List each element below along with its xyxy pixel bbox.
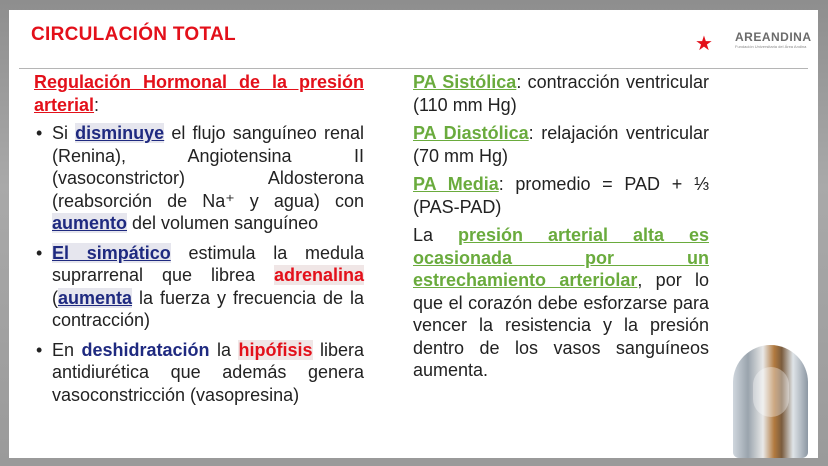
heading-text: Regulación Hormonal de la presión arterial (34, 72, 364, 115)
keyword: El simpático (52, 242, 171, 263)
text: la (209, 339, 239, 360)
presion-alta (413, 224, 709, 382)
bullet-renina (34, 122, 364, 235)
heading-colon: : (94, 94, 100, 115)
text: Si (52, 123, 76, 143)
text: ( (52, 287, 58, 308)
left-column (34, 71, 364, 413)
keyword: adrenalina (273, 265, 364, 285)
text: la fuerza y frecuencia de la contracción) (52, 287, 364, 330)
text: libera antidiurética que además genera vasoconstricción (vasopresina) (52, 339, 364, 405)
pa-media (413, 173, 709, 218)
slide (9, 10, 818, 458)
right-column (413, 71, 709, 388)
text: : contracción ventricular (110 mm Hg) (413, 72, 709, 115)
bullet-simpatico (34, 242, 364, 332)
keyword: aumenta (58, 287, 133, 308)
text: el flujo sanguíneo renal (Renina), Angiotensina II (vasoconstrictor) Aldosterona (reabsorción de Na⁺ y agua) con (52, 123, 364, 211)
section-heading (34, 71, 364, 116)
text: estimula la medula suprarrenal que librea (52, 242, 365, 285)
arch-hole (753, 367, 789, 417)
areandina-logo (735, 30, 812, 49)
keyword: presión arterial alta es ocasionada por un estrechamiento arteriolar (413, 225, 709, 290)
text: : relajación ventricular (70 mm Hg) (413, 123, 709, 166)
title-divider (19, 68, 808, 69)
text: : promedio = PAD + ⅓ (PAS-PAD) (413, 174, 709, 217)
pa-sistolica (413, 71, 709, 116)
keyword: PA Media (413, 174, 499, 194)
star-icon: ★ (695, 33, 713, 55)
slide-title: CIRCULACIÓN TOTAL (31, 24, 236, 45)
text: del volumen sanguíneo (127, 213, 319, 233)
keyword: PA Diastólica (413, 123, 529, 143)
keyword: hipófisis (238, 339, 313, 360)
keyword: disminuye (75, 123, 165, 143)
logo-name: AREANDINA (735, 30, 812, 44)
text: La (413, 225, 458, 245)
text: , por lo que el corazón debe esforzarse para vencer la resistencia y la presión dentro de los vasos sanguíneos aumenta. (413, 270, 710, 380)
keyword: deshidratación (81, 339, 210, 360)
text: En (52, 339, 82, 360)
library-photo-arch (733, 345, 808, 458)
pa-diastolica (413, 122, 709, 167)
keyword: PA Sistólica (413, 72, 517, 92)
logo-subtitle: Fundación Universitaria del Área Andina (735, 44, 807, 49)
bullet-deshidratacion (34, 339, 364, 407)
keyword: aumento (52, 213, 128, 233)
